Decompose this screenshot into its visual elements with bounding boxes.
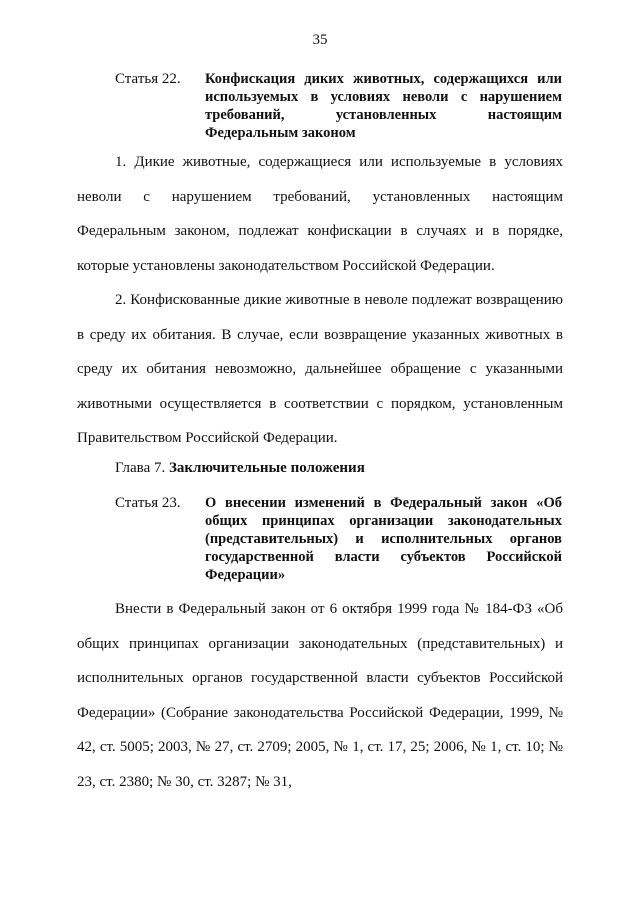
article-22-label: Статья 22. (115, 71, 181, 87)
chapter-7-heading (115, 459, 365, 477)
article-22-paragraph-1: 1. Дикие животные, содержащиеся или используемые в условиях неволи с нарушением требований, установленных настоящим Федеральным законом, подлежат конфискации в случаях и в порядке, которые установлены законодательством Российской Федерации. (77, 154, 563, 274)
page-number: 35 (312, 32, 328, 48)
chapter-7-label: Глава 7. (115, 460, 166, 476)
article-23-title: О внесении изменений в Федеральный закон «Об общих принципах организации законодательных (представительных) и исполнительных органов государственной власти субъектов Российской Федерации» (205, 495, 562, 583)
chapter-7-title: Заключительные положения (168, 460, 365, 476)
article-23-paragraph: Внести в Федеральный закон от 6 октября 1999 года № 184-ФЗ «Об общих принципах организации законодательных (представительных) и исполнительных органов государственной власти субъектов Российской Федерации» (Собрание законодательства Российской Федерации, 1999, № 42, ст. 5005; 2003, № 27, ст. 2709; 2005, № 1, ст. 17, 25; 2006, № 1, ст. 10; № 23, ст. 2380; № 30, ст. 3287; № 31, (77, 601, 563, 790)
article-22-title: Конфискация диких животных, содержащихся или используемых в условиях неволи с нарушением требований, установленных настоящим Федеральным законом (205, 71, 562, 141)
article-22-paragraph-2: 2. Конфискованные дикие животные в неволе подлежат возвращению в среду их обитания. В случае, если возвращение указанных животных в среду их обитания невозможно, дальнейшее обращение с указанными животными осуществляется в соответствии с порядком, установленным Правительством Российской Федерации. (77, 292, 563, 446)
article-23-label: Статья 23. (115, 495, 181, 511)
